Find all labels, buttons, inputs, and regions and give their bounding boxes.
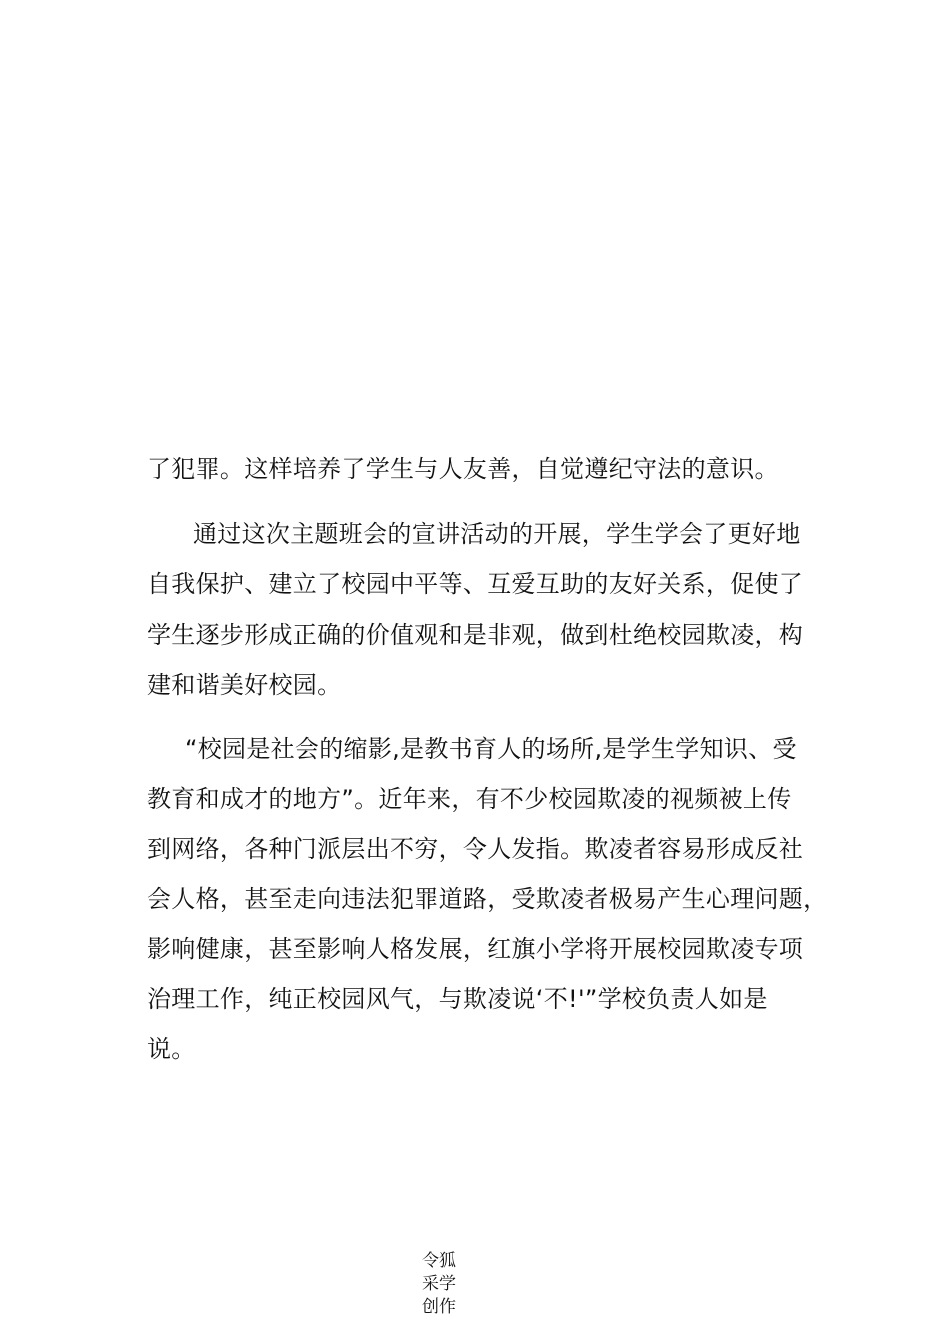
paragraph-2-line-3: 学生逐步形成正确的价值观和是非观，做到杜绝校园欺凌，构 [147, 621, 804, 649]
footer-line-3: 创作 [422, 1297, 456, 1317]
paragraph-2-line-4: 建和谐美好校园。 [147, 671, 342, 699]
footer-author [422, 1250, 470, 1319]
paragraph-3-line-5: 影响健康，甚至影响人格发展，红旗小学将开展校园欺凌专项 [147, 935, 804, 963]
paragraph-3-line-7: 说。 [147, 1035, 196, 1063]
footer-line-1: 令狐 [422, 1251, 456, 1271]
paragraph-2-line-1: 通过这次主题班会的宣讲活动的开展，学生学会了更好地 [193, 520, 801, 548]
paragraph-3-line-4: 会人格，甚至走向违法犯罪道路，受欺凌者极易产生心理问题， [147, 885, 828, 913]
paragraph-3-line-6: 治理工作，纯正校园风气，与欺凌说‘不!'”学校负责人如是 [147, 985, 768, 1013]
paragraph-3-line-3: 到网络，各种门派层出不穷，令人发指。欺凌者容易形成反社 [147, 835, 804, 863]
footer-line-2: 采学 [422, 1274, 456, 1294]
paragraph-3-line-1: “校园是社会的缩影,是教书育人的场所,是学生学知识、受 [185, 735, 797, 763]
paragraph-2-line-2: 自我保护、建立了校园中平等、互爱互助的友好关系，促使了 [147, 570, 804, 598]
paragraph-3-line-2: 教育和成才的地方”。近年来，有不少校园欺凌的视频被上传 [147, 785, 792, 813]
text-line-1: 了犯罪。这样培养了学生与人友善，自觉遵纪守法的意识。 [147, 455, 779, 483]
